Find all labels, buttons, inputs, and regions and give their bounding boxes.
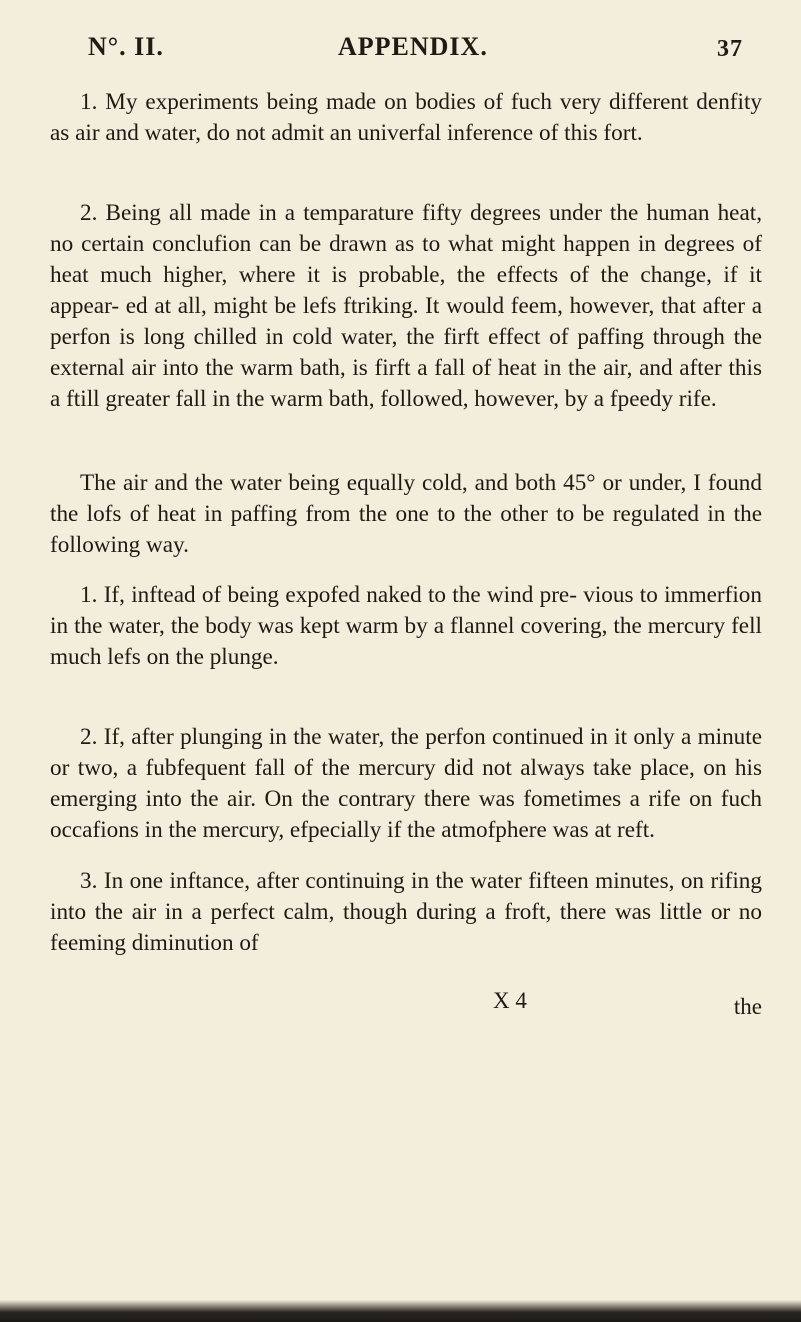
page-edge-shadow [0,1300,801,1322]
paragraph-4: 1. If, inftead of being expofed naked to the wind pre- vious to immerfion in the water, the body was kept warm by a flannel covering, the mercury fell much lefs on the plunge. [50,582,762,670]
catchword: the [733,994,762,1019]
paragraph-3: The air and the water being equally cold, and both 45° or under, I found the lofs of heat in paffing from the one to the other to be regulated in the following way. [50,470,762,558]
paragraph-6: 3. In one inftance, after continuing in the water fifteen minutes, on rifing into the air in a perfect calm, though during a froft, there was little or no feeming diminution of [50,868,762,956]
appendix-number: N°. II. [88,32,164,61]
paragraph-1: 1. My experiments being made on bodies of fuch very different denfity as air and water, do not admit an univerfal inference of this fort. [50,89,762,146]
page-number: 37 [717,36,743,62]
running-title: APPENDIX. [338,32,488,61]
signature-mark: X 4 [493,988,527,1013]
paragraph-2: 2. Being all made in a temparature fifty degrees under the human heat, no certain conclufion can be drawn as to what might happen in degrees of heat much higher, where it is probable, the effects of the change, if it appear- ed at all, might be lefs ftriking. It would feem, however, that after a perfon is long chilled in cold water, the firft effect of paffing through the external air into the warm bath, is firft a fall of heat in the air, and after this a ftill greater fall in the warm bath, followed, however, by a fpeedy rife. [50,200,762,412]
running-header [88,32,743,66]
page-footer [50,988,762,1020]
paragraph-5: 2. If, after plunging in the water, the perfon continued in it only a minute or two, a fubfequent fall of the mercury did not always take place, on his emerging into the air. On the contrary there was fometimes a rife on fuch occafions in the mercury, efpecially if the atmofphere was at reft. [50,724,762,843]
